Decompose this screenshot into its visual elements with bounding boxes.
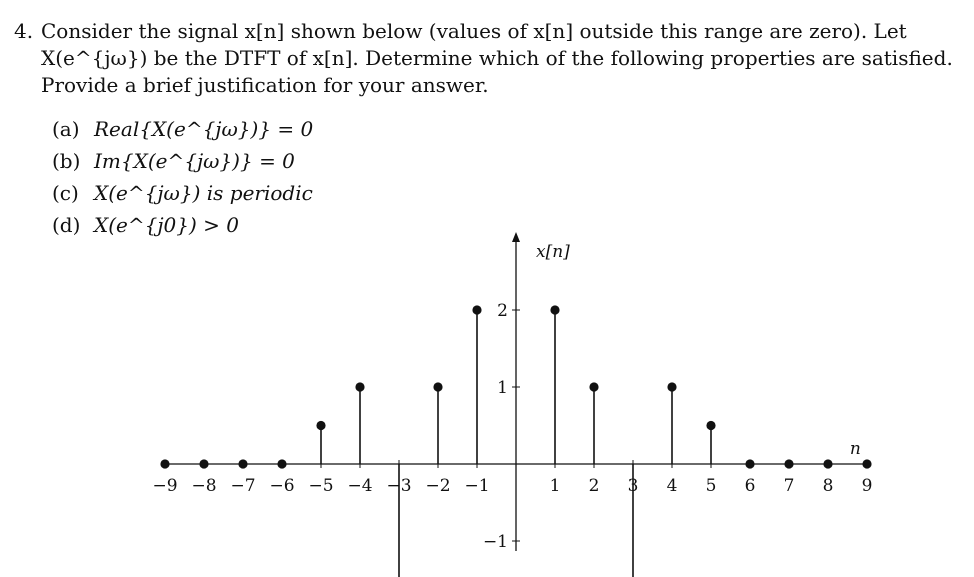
part-text: Im{X(e^{jω})} = 0: [94, 149, 295, 173]
stem-dot: [199, 459, 208, 468]
y-axis-label: x[n]: [536, 242, 570, 262]
x-tick-label: −4: [347, 476, 373, 496]
part-label: (b): [52, 149, 81, 173]
x-tick-label: 1: [549, 476, 561, 496]
x-tick-label: 7: [783, 476, 795, 496]
y-tick-label: 2: [497, 301, 508, 321]
stem-dot: [862, 459, 871, 468]
x-tick-label: 3: [627, 476, 639, 496]
stem-dot: [745, 459, 754, 468]
stem-dot: [589, 382, 598, 391]
part-text: Real{X(e^{jω})} = 0: [94, 117, 314, 141]
stem-dot: [550, 305, 559, 314]
part-text: X(e^{jω}) is periodic: [94, 181, 313, 205]
stem-dot: [355, 382, 364, 391]
stem-dot: [472, 305, 481, 314]
y-tick-label: 1: [497, 378, 508, 398]
x-tick-label: −5: [308, 476, 334, 496]
stem-dot: [160, 459, 169, 468]
problem-text: Consider the signal x[n] shown below (values of x[n] outside this range are zero). Let X(e^{jω}) be the DTFT of x[n]. Determine which of the following properties are satisfied. Provide a brief justification for your answer.: [41, 19, 953, 97]
x-tick-label: −3: [386, 476, 412, 496]
part-text: X(e^{j0}) > 0: [94, 213, 240, 237]
stem-dot: [316, 421, 325, 430]
x-tick-label: 2: [588, 476, 600, 496]
plot-axes: [165, 232, 867, 551]
stem-dot: [238, 459, 247, 468]
y-axis-arrow: [512, 232, 520, 242]
part-label: (c): [52, 181, 79, 205]
plot-labels: [152, 242, 872, 552]
x-tick-label: 4: [666, 476, 678, 496]
stem-dot: [277, 459, 286, 468]
part-label: (d): [52, 213, 81, 237]
x-tick-label: −2: [425, 476, 451, 496]
x-tick-label: −8: [191, 476, 217, 496]
x-tick-label: 5: [705, 476, 717, 496]
x-tick-label: −7: [230, 476, 256, 496]
x-tick-label: 8: [822, 476, 834, 496]
stem-dot: [784, 459, 793, 468]
part-label: (a): [52, 117, 80, 141]
x-tick-label: −9: [152, 476, 178, 496]
stem-dot: [823, 459, 832, 468]
y-tick-label: −1: [482, 532, 508, 552]
stem-dot: [433, 382, 442, 391]
stem-dot: [706, 421, 715, 430]
x-tick-label: −6: [269, 476, 295, 496]
x-tick-label: −1: [464, 476, 490, 496]
problem-number: 4.: [14, 19, 34, 43]
x-tick-label: 6: [744, 476, 756, 496]
x-tick-label: 9: [861, 476, 873, 496]
x-axis-label: n: [849, 439, 861, 459]
stem-dot: [667, 382, 676, 391]
